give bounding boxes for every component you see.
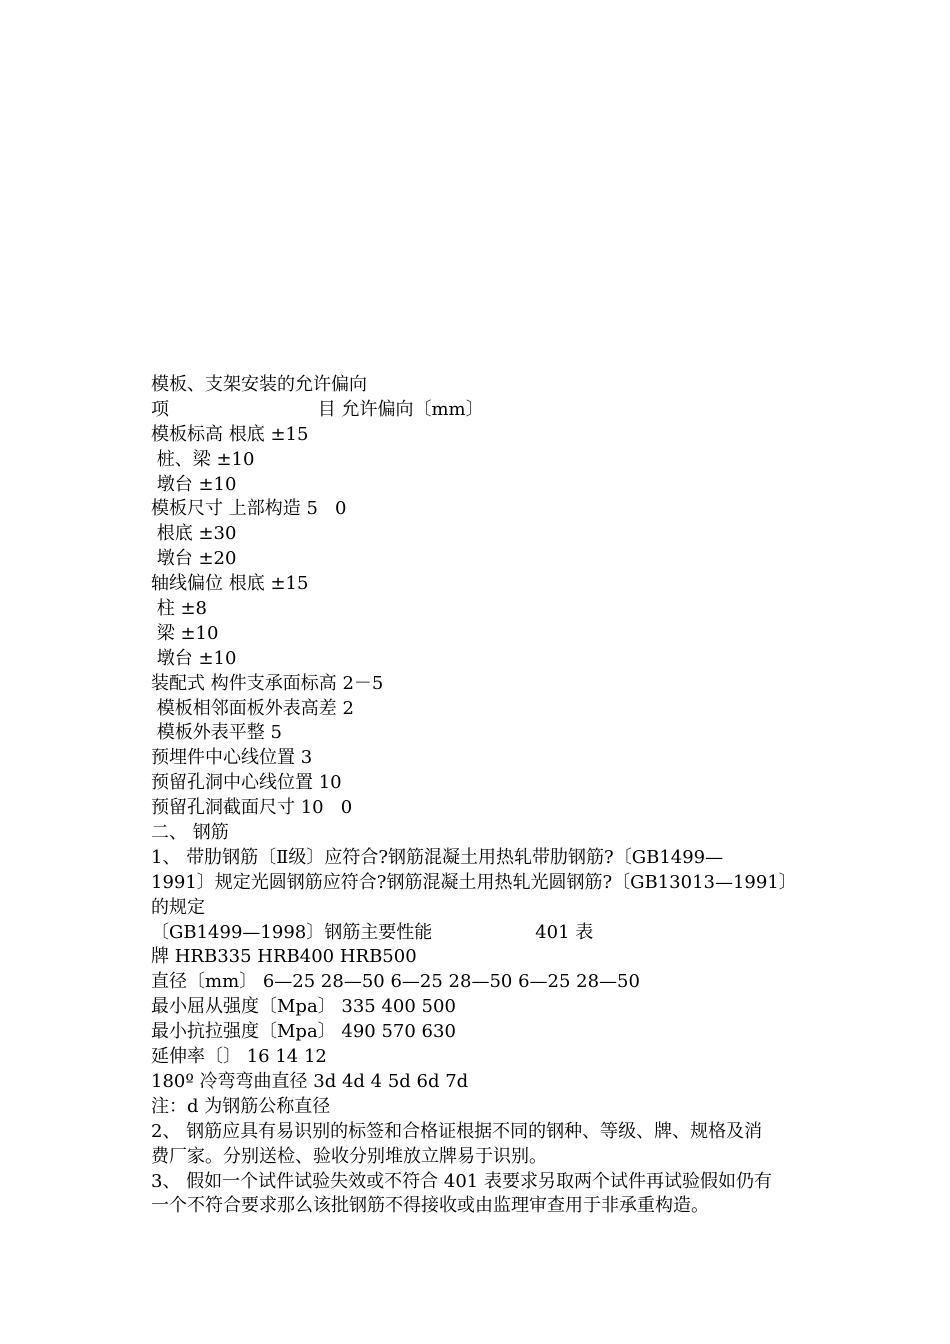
paragraph-line: 费厂家。分别送检、验收分别堆放立牌易于识别。 (151, 1145, 547, 1167)
paragraph-line: 3、 假如一个试件试验失效或不符合 401 表要求另取两个试件再试验假如仍有 (151, 1170, 772, 1192)
table-header: 项 目 允许偏向〔mm〕 (151, 398, 484, 420)
table-title: 〔GB1499—1998〕钢筋主要性能 401 表 (151, 921, 594, 943)
table-row: 预留孔洞中心线位置 10 (151, 772, 342, 794)
document-body (151, 373, 801, 1219)
table-row: 梁 ±10 (151, 622, 219, 644)
note: 注：d 为钢筋公称直径 (151, 1095, 331, 1117)
paragraph-line: 1、 带肋钢筋〔Ⅱ级〕应符合?钢筋混凝土用热轧带肋钢筋?〔GB1499— (151, 846, 724, 868)
table-row: 墩台 ±10 (151, 647, 237, 669)
table-row: 柱 ±8 (151, 598, 207, 620)
paragraph-line: 1991〕规定光圆钢筋应符合?钢筋混凝土用热轧光圆钢筋?〔GB13013—1991〕 (151, 871, 797, 893)
table-row: 预留孔洞截面尺寸 10 0 (151, 797, 353, 819)
table-row: 模板尺寸 上部构造 5 0 (151, 498, 347, 520)
section-heading: 二、 钢筋 (151, 822, 229, 844)
table-row: 根底 ±30 (151, 523, 237, 545)
table-row: 装配式 构件支承面标高 2－5 (151, 672, 384, 694)
table-row: 直径〔mm〕 6—25 28—50 6—25 28—50 6—25 28—50 (151, 971, 640, 993)
paragraph-line: 的规定 (151, 896, 205, 918)
table-row: 预埋件中心线位置 3 (151, 747, 313, 769)
table-row: 牌 HRB335 HRB400 HRB500 (151, 946, 417, 968)
table-row: 最小抗拉强度〔Mpa〕 490 570 630 (151, 1021, 456, 1043)
table-row: 模板相邻面板外表高差 2 (151, 697, 354, 719)
table-row: 180º 冷弯弯曲直径 3d 4d 4 5d 6d 7d (151, 1070, 469, 1092)
paragraph-line: 一个不符合要求那么该批钢筋不得接收或由监理审查用于非承重构造。 (151, 1195, 709, 1217)
table-row: 轴线偏位 根底 ±15 (151, 573, 309, 595)
table-row: 模板外表平整 5 (151, 722, 282, 744)
table-row: 模板标高 根底 ±15 (151, 423, 309, 445)
table-row: 最小屈从强度〔Mpa〕 335 400 500 (151, 996, 456, 1018)
paragraph-line: 2、 钢筋应具有易识别的标签和合格证根据不同的钢种、等级、牌、规格及消 (151, 1120, 763, 1142)
table-row: 桩、梁 ±10 (151, 448, 255, 470)
table-row: 墩台 ±20 (151, 548, 237, 570)
section-title: 模板、支架安装的允许偏向 (151, 374, 367, 395)
table-row: 延伸率〔〕 16 14 12 (151, 1046, 327, 1068)
table-row: 墩台 ±10 (151, 473, 237, 495)
